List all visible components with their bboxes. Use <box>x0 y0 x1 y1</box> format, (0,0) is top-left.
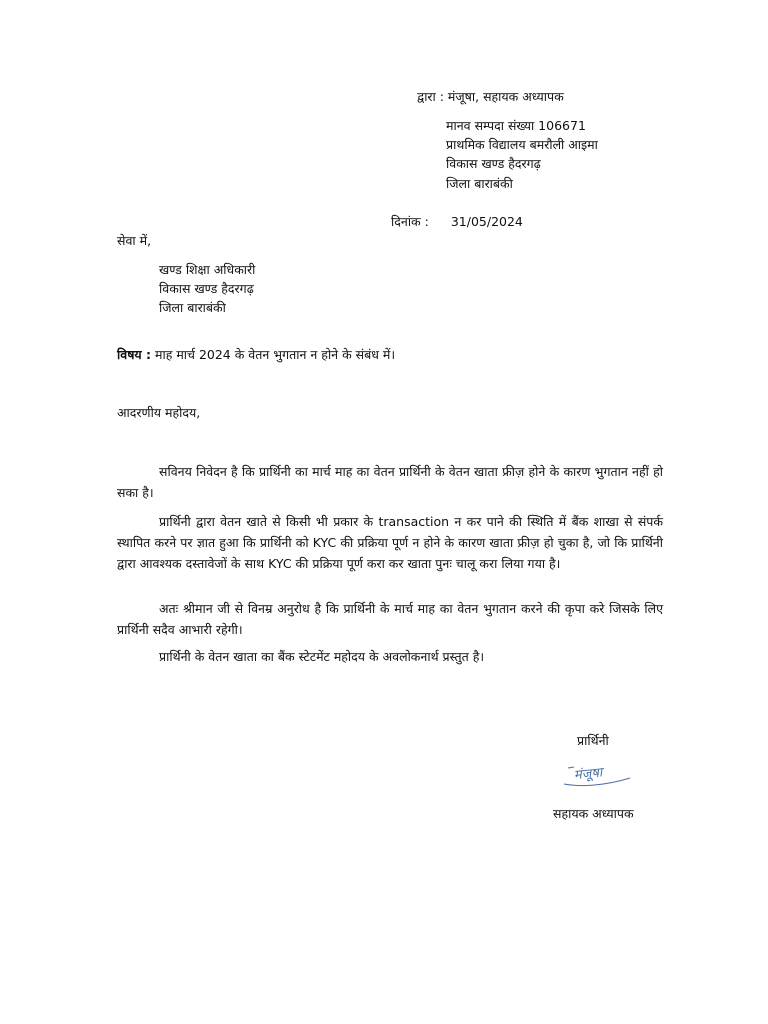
sender-district: जिला बाराबंकी <box>446 176 513 191</box>
body-paragraph-1: सविनय निवेदन है कि प्रार्थिनी का मार्च माह का वेतन प्रार्थिनी के वेतन खाता फ्रीज़ होने के कारण भुगतान नहीं हो सका है। <box>117 464 663 500</box>
body-paragraph-3: अतः श्रीमान जी से विनम्र अनुरोध है कि प्रार्थिनी के मार्च माह का वेतन भुगतान करने की कृपा करे जिसके लिए प्रार्थिनी सदैव आभारी रहेगी। <box>117 601 663 637</box>
recipient-district: जिला बाराबंकी <box>159 300 226 315</box>
svg-text:मंजूषा: मंजूषा <box>573 765 604 784</box>
sender-school: प्राथमिक विद्यालय बमरौली आइमा <box>446 137 598 152</box>
date-value: 31/05/2024 <box>450 214 523 229</box>
greeting: आदरणीय महोदय, <box>117 405 201 420</box>
date-row <box>391 214 523 230</box>
recipient-officer: खण्ड शिक्षा अधिकारी <box>159 262 256 277</box>
subject-line <box>117 347 395 363</box>
sender-line: द्वारा : मंजूषा, सहायक अध्यापक <box>417 89 564 104</box>
closing-label: प्रार्थिनी <box>577 733 609 748</box>
handwritten-signature <box>560 756 634 792</box>
recipient-block: विकास खण्ड हैदरगढ़ <box>159 281 254 296</box>
closing-title: सहायक अध्यापक <box>553 806 634 821</box>
subject-label: विषय : <box>117 347 152 362</box>
sender-block: विकास खण्ड हैदरगढ़ <box>446 156 541 171</box>
sender-hr-number: मानव सम्पदा संख्या 106671 <box>446 118 586 133</box>
date-label: दिनांक : <box>391 214 429 229</box>
body-paragraph-4: प्रार्थिनी के वेतन खाता का बैंक स्टेटमेंट महोदय के अवलोकनार्थ प्रस्तुत है। <box>159 649 485 664</box>
body-paragraph-2: प्रार्थिनी द्वारा वेतन खाते से किसी भी प्रकार के transaction न कर पाने की स्थिति में बैंक शाखा से संपर्क स्थापित करने पर ज्ञात हुआ कि प्रार्थिनी को KYC की प्रक्रिया पूर्ण न होने के कारण खाता फ्रीज़ हो चुका है, जो कि प्रार्थिनी द्वारा आवश्यक दस्तावेजों के साथ KYC की प्रक्रिया पूर्ण करा कर खाता पुनः चालू करा लिया गया है। <box>117 514 663 571</box>
subject-text: माह मार्च 2024 के वेतन भुगतान न होने के संबंध में। <box>155 347 396 362</box>
recipient-to: सेवा में, <box>117 233 152 248</box>
